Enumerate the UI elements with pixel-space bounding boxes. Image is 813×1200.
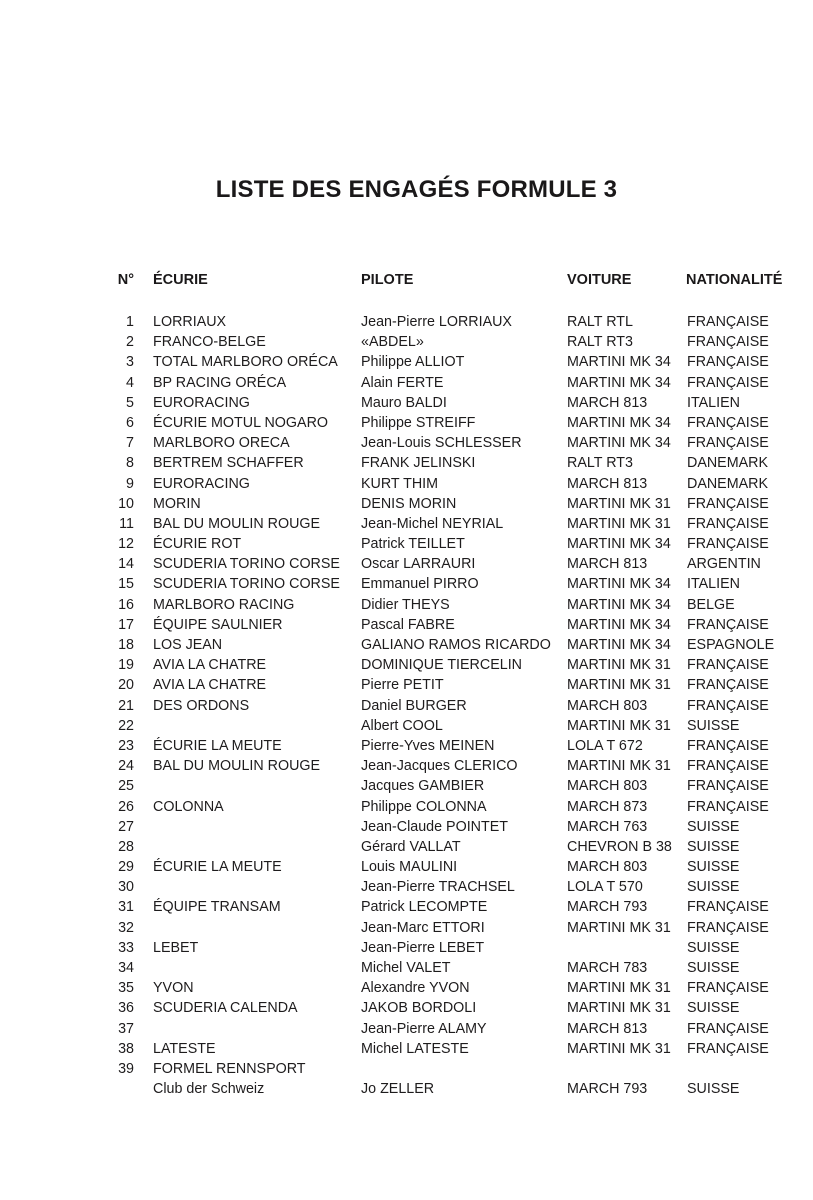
entry-nationalite: ESPAGNOLE: [687, 637, 775, 653]
entry-voiture: MARCH 803: [567, 778, 648, 795]
entry-number: 11: [119, 515, 134, 532]
entry-pilote: Philippe COLONNA: [361, 798, 487, 815]
entry-number: 9: [126, 475, 134, 492]
entry-voiture: MARTINI MK 34: [567, 536, 671, 553]
table-row: [0, 595, 813, 615]
table-row: [0, 736, 813, 756]
entry-number: 10: [118, 495, 134, 512]
entry-nationalite: FRANÇAISE: [687, 980, 769, 997]
entry-voiture: CHEVRON B 38: [567, 838, 672, 855]
entry-number: 35: [118, 980, 134, 997]
table-row: [0, 1079, 813, 1099]
entry-number: 22: [118, 717, 134, 734]
entry-number: 38: [118, 1040, 134, 1057]
table-row: [0, 554, 813, 574]
table-row: [0, 655, 813, 675]
entry-voiture: MARTINI MK 34: [567, 596, 671, 613]
entry-number: 12: [118, 536, 134, 553]
entry-ecurie: TOTAL MARLBORO ORÉCA: [153, 354, 338, 371]
entry-nationalite: SUISSE: [687, 717, 740, 734]
entry-nationalite: FRANÇAISE: [687, 657, 769, 674]
entry-voiture: LOLA T 570: [567, 879, 643, 896]
entry-pilote: Jacques GAMBIER: [361, 778, 485, 795]
entry-voiture: MARCH 813: [567, 475, 648, 492]
entry-pilote: Patrick LECOMPTE: [361, 899, 488, 916]
table-row: [0, 332, 813, 352]
entry-number: 25: [118, 778, 134, 795]
entry-nationalite: FRANÇAISE: [687, 778, 769, 795]
table-row: [0, 897, 813, 917]
entry-number: 19: [118, 657, 134, 674]
entry-pilote: Michel VALET: [361, 960, 451, 976]
entry-nationalite: ITALIEN: [687, 394, 740, 411]
entry-ecurie: LORRIAUX: [153, 314, 227, 330]
entry-voiture: LOLA T 672: [567, 737, 643, 754]
header-ecurie: ÉCURIE: [153, 272, 208, 288]
entry-pilote: Jean-Louis SCHLESSER: [361, 435, 522, 452]
table-row: [0, 958, 813, 978]
header-num: N°: [117, 272, 134, 288]
entry-pilote: Jean-Pierre TRACHSEL: [361, 879, 515, 896]
entry-nationalite: FRANÇAISE: [687, 314, 769, 330]
table-row: [0, 352, 813, 372]
entry-voiture: RALT RT3: [567, 334, 633, 351]
entry-ecurie: LATESTE: [153, 1040, 216, 1057]
table-row: [0, 857, 813, 877]
entry-ecurie: BERTREM SCHAFFER: [153, 455, 304, 472]
table-row: [0, 877, 813, 897]
entry-voiture: MARTINI MK 31: [567, 758, 671, 775]
entry-ecurie: SCUDERIA CALENDA: [153, 1000, 298, 1017]
entry-voiture: MARTINI MK 31: [567, 1040, 671, 1057]
table-row: [0, 413, 813, 433]
entry-nationalite: SUISSE: [687, 859, 740, 876]
entry-nationalite: FRANÇAISE: [687, 1020, 769, 1037]
entry-pilote: FRANK JELINSKI: [361, 455, 476, 472]
entry-voiture: MARTINI MK 31: [567, 980, 671, 997]
entry-ecurie: MARLBORO RACING: [153, 596, 295, 613]
entry-ecurie: AVIA LA CHATRE: [153, 677, 267, 694]
entry-pilote: Pierre-Yves MEINEN: [361, 737, 495, 754]
entry-voiture: MARTINI MK 31: [567, 677, 671, 694]
entry-pilote: Patrick TEILLET: [361, 536, 465, 553]
entry-pilote: Michel LATESTE: [361, 1040, 469, 1057]
entry-number: 18: [118, 637, 134, 653]
entry-ecurie: BP RACING ORÉCA: [153, 374, 287, 391]
entry-pilote: Jean-Claude POINTET: [361, 818, 508, 835]
entry-pilote: Louis MAULINI: [361, 859, 458, 876]
page-title: LISTE DES ENGAGÉS FORMULE 3: [215, 176, 618, 203]
table-row: [0, 474, 813, 494]
entry-ecurie: EURORACING: [153, 475, 250, 492]
entry-voiture: MARCH 813: [567, 394, 648, 411]
entry-nationalite: SUISSE: [687, 838, 740, 855]
entry-voiture: RALT RTL: [567, 314, 633, 330]
entry-number: 36: [118, 1000, 134, 1017]
entry-pilote: DENIS MORIN: [361, 495, 457, 512]
entry-number: 37: [118, 1020, 134, 1037]
entry-voiture: MARTINI MK 34: [567, 616, 671, 633]
entry-pilote: Alexandre YVON: [361, 980, 470, 997]
table-row: [0, 312, 813, 332]
entry-nationalite: BELGE: [687, 596, 735, 613]
entry-ecurie: SCUDERIA TORINO CORSE: [153, 576, 340, 593]
entry-nationalite: SUISSE: [687, 818, 740, 835]
entry-pilote: Philippe ALLIOT: [361, 354, 465, 371]
entry-nationalite: FRANÇAISE: [687, 1040, 769, 1057]
entry-number: 34: [118, 960, 134, 976]
table-row: [0, 978, 813, 998]
entry-pilote: JAKOB BORDOLI: [361, 1000, 477, 1017]
entry-nationalite: FRANÇAISE: [687, 334, 769, 351]
entry-number: 32: [118, 919, 134, 936]
entry-voiture: MARCH 793: [567, 1081, 648, 1098]
entry-number: 17: [118, 616, 134, 633]
entry-number: 23: [118, 737, 134, 754]
entry-nationalite: FRANÇAISE: [687, 536, 769, 553]
entry-ecurie: EURORACING: [153, 394, 250, 411]
entry-number: 5: [126, 394, 134, 411]
table-row: [0, 817, 813, 837]
table-body: [0, 312, 813, 1099]
entry-voiture: MARTINI MK 34: [567, 637, 671, 653]
entry-pilote: Jean-Pierre LORRIAUX: [361, 314, 512, 330]
entry-voiture: MARTINI MK 34: [567, 414, 671, 431]
entry-nationalite: FRANÇAISE: [687, 616, 769, 633]
entry-voiture: MARCH 813: [567, 1020, 648, 1037]
entry-pilote: Jean-Michel NEYRIAL: [361, 515, 504, 532]
entry-number: 1: [126, 314, 134, 330]
table-row: [0, 433, 813, 453]
table-row: [0, 393, 813, 413]
entry-ecurie: Club der Schweiz: [153, 1081, 265, 1098]
entry-nationalite: FRANÇAISE: [687, 374, 769, 391]
entry-nationalite: FRANÇAISE: [687, 414, 769, 431]
header-nationalite: NATIONALITÉ: [686, 272, 783, 288]
header-voiture: VOITURE: [567, 272, 632, 288]
entry-pilote: DOMINIQUE TIERCELIN: [361, 657, 522, 674]
entry-number: 27: [118, 818, 134, 835]
entry-pilote: «ABDEL»: [361, 334, 424, 351]
table-row: [0, 574, 813, 594]
table-row: [0, 675, 813, 695]
entry-nationalite: SUISSE: [687, 939, 740, 956]
entry-nationalite: FRANÇAISE: [687, 899, 769, 916]
entry-nationalite: SUISSE: [687, 1081, 740, 1098]
entry-ecurie: COLONNA: [153, 798, 224, 815]
table-row: [0, 1059, 813, 1079]
header-pilote: PILOTE: [361, 272, 414, 288]
entry-voiture: RALT RT3: [567, 455, 633, 472]
entry-number: 30: [118, 879, 134, 896]
entry-pilote: KURT THIM: [361, 475, 439, 492]
table-row: [0, 1019, 813, 1039]
table-row: [0, 837, 813, 857]
entry-pilote: Jo ZELLER: [361, 1081, 435, 1098]
table-row: [0, 756, 813, 776]
entry-nationalite: FRANÇAISE: [687, 677, 769, 694]
table-row: [0, 534, 813, 554]
table-row: [0, 494, 813, 514]
entry-voiture: MARCH 763: [567, 818, 648, 835]
entry-nationalite: ARGENTIN: [687, 556, 761, 573]
entry-pilote: Oscar LARRAURI: [361, 556, 476, 573]
entry-nationalite: FRANÇAISE: [687, 697, 769, 714]
entry-voiture: MARTINI MK 31: [567, 1000, 671, 1017]
entry-ecurie: LOS JEAN: [153, 637, 223, 653]
table-row: [0, 938, 813, 958]
table-row: [0, 776, 813, 796]
entry-number: 3: [126, 354, 134, 371]
entry-pilote: Pierre PETIT: [361, 677, 444, 694]
entry-nationalite: FRANÇAISE: [687, 515, 769, 532]
entry-number: 28: [118, 838, 134, 855]
entry-pilote: Jean-Marc ETTORI: [361, 919, 485, 936]
entry-ecurie: ÉCURIE MOTUL NOGARO: [153, 414, 329, 431]
entry-number: 24: [118, 758, 134, 775]
table-row: [0, 635, 813, 655]
table-row: [0, 373, 813, 393]
entry-pilote: Alain FERTE: [361, 374, 444, 391]
entry-pilote: Philippe STREIFF: [361, 414, 476, 431]
entry-ecurie: ÉQUIPE SAULNIER: [153, 616, 283, 633]
entry-voiture: MARTINI MK 31: [567, 515, 671, 532]
table-row: [0, 797, 813, 817]
entry-voiture: MARTINI MK 34: [567, 435, 671, 452]
entry-pilote: Jean-Jacques CLERICO: [361, 758, 518, 775]
entry-ecurie: BAL DU MOULIN ROUGE: [153, 758, 321, 775]
entry-pilote: Albert COOL: [361, 717, 443, 734]
entry-ecurie: ÉCURIE LA MEUTE: [153, 859, 282, 876]
entry-number: 14: [118, 556, 134, 573]
entry-number: 15: [118, 576, 134, 593]
table-row: [0, 615, 813, 635]
entry-number: 31: [118, 899, 134, 916]
entry-pilote: Daniel BURGER: [361, 697, 467, 714]
entry-pilote: Pascal FABRE: [361, 616, 455, 633]
entry-voiture: MARCH 813: [567, 556, 648, 573]
entry-ecurie: SCUDERIA TORINO CORSE: [153, 556, 340, 573]
entry-number: 20: [118, 677, 134, 694]
entry-ecurie: MORIN: [153, 495, 201, 512]
entry-voiture: MARTINI MK 31: [567, 657, 671, 674]
table-header: [0, 270, 813, 292]
entry-pilote: Emmanuel PIRRO: [361, 576, 479, 593]
entry-ecurie: MARLBORO ORECA: [153, 435, 290, 452]
entry-nationalite: SUISSE: [687, 879, 740, 896]
entry-nationalite: FRANÇAISE: [687, 354, 769, 371]
entry-ecurie: FORMEL RENNSPORT: [153, 1060, 306, 1077]
entry-ecurie: ÉCURIE ROT: [153, 536, 242, 553]
entry-nationalite: FRANÇAISE: [687, 435, 769, 452]
entry-number: 33: [118, 939, 134, 956]
table-row: [0, 998, 813, 1018]
table-row: [0, 716, 813, 736]
entry-pilote: Mauro BALDI: [361, 394, 447, 411]
entry-number: 29: [118, 859, 134, 876]
entry-voiture: MARTINI MK 31: [567, 717, 671, 734]
entry-nationalite: FRANÇAISE: [687, 919, 769, 936]
entry-number: 2: [126, 334, 134, 351]
table-row: [0, 918, 813, 938]
entry-ecurie: LEBET: [153, 939, 199, 956]
entry-nationalite: DANEMARK: [687, 455, 769, 472]
entry-nationalite: FRANÇAISE: [687, 758, 769, 775]
entrants-table: [0, 270, 813, 1099]
table-row: [0, 1039, 813, 1059]
entry-number: 39: [118, 1060, 134, 1077]
entry-nationalite: SUISSE: [687, 960, 740, 976]
entry-ecurie: YVON: [153, 980, 194, 997]
entry-number: 7: [126, 435, 134, 452]
entry-pilote: Jean-Pierre LEBET: [361, 939, 485, 956]
entry-voiture: MARCH 803: [567, 859, 648, 876]
entry-voiture: MARTINI MK 34: [567, 576, 671, 593]
table-row: [0, 696, 813, 716]
entry-nationalite: SUISSE: [687, 1000, 740, 1017]
entry-nationalite: FRANÇAISE: [687, 495, 769, 512]
entry-number: 16: [118, 596, 134, 613]
table-row: [0, 453, 813, 473]
entry-pilote: Gérard VALLAT: [361, 838, 461, 855]
entry-voiture: MARCH 873: [567, 798, 648, 815]
entry-nationalite: FRANÇAISE: [687, 798, 769, 815]
entry-pilote: Jean-Pierre ALAMY: [361, 1020, 487, 1037]
entry-voiture: MARTINI MK 34: [567, 374, 671, 391]
entry-ecurie: ÉQUIPE TRANSAM: [153, 899, 281, 916]
entry-nationalite: FRANÇAISE: [687, 737, 769, 754]
entry-ecurie: FRANCO-BELGE: [153, 334, 266, 351]
table-row: [0, 514, 813, 534]
entry-voiture: MARTINI MK 31: [567, 919, 671, 936]
entry-number: 8: [126, 455, 134, 472]
entry-pilote: Didier THEYS: [361, 596, 450, 613]
entry-number: 4: [126, 374, 134, 391]
entry-pilote: GALIANO RAMOS RICARDO: [361, 637, 551, 653]
entry-ecurie: AVIA LA CHATRE: [153, 657, 267, 674]
entry-voiture: MARCH 803: [567, 697, 648, 714]
entry-number: 21: [118, 697, 134, 714]
entry-ecurie: BAL DU MOULIN ROUGE: [153, 515, 321, 532]
entry-nationalite: DANEMARK: [687, 475, 769, 492]
entry-nationalite: ITALIEN: [687, 576, 740, 593]
entry-number: 26: [118, 798, 134, 815]
entry-ecurie: DES ORDONS: [153, 697, 250, 714]
entry-ecurie: ÉCURIE LA MEUTE: [153, 737, 282, 754]
entry-voiture: MARTINI MK 31: [567, 495, 671, 512]
entry-voiture: MARTINI MK 34: [567, 354, 671, 371]
entry-voiture: MARCH 783: [567, 960, 648, 976]
entry-voiture: MARCH 793: [567, 899, 648, 916]
entry-number: 6: [126, 414, 134, 431]
